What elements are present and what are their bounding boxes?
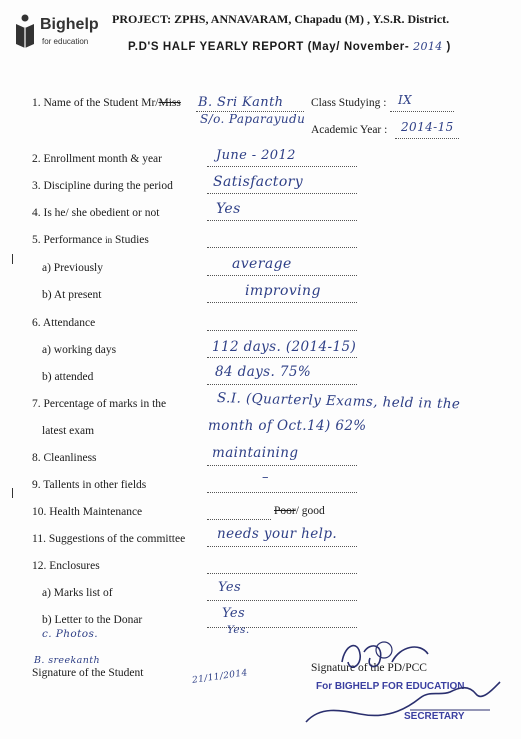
previously-value: average xyxy=(232,256,292,272)
academic-year-value: 2014-15 xyxy=(401,120,454,134)
working-days-value: 112 days. (2014-15) xyxy=(212,339,357,355)
cleanliness-value: maintaining xyxy=(212,445,299,461)
suggestions-value: needs your help. xyxy=(217,526,338,542)
performance-line xyxy=(207,247,357,248)
margin-mark xyxy=(12,254,13,264)
marks-label-line1: 7. Percentage of marks in the xyxy=(32,398,167,410)
photos-note: c. Photos. xyxy=(42,628,98,640)
stamp-title: SECRETARY xyxy=(404,711,465,722)
discipline-line xyxy=(207,193,357,194)
cleanliness-label: 8. Cleanliness xyxy=(32,452,97,464)
suggestions-label: 11. Suggestions of the committee xyxy=(32,533,186,545)
present-line xyxy=(207,302,357,303)
attended-label: b) attended xyxy=(42,371,94,383)
student-signature-label: Signature of the Student xyxy=(32,667,144,679)
letter-donar-value: Yes xyxy=(222,606,246,621)
student-name-label xyxy=(32,97,181,109)
signature-date: 21/11/2014 xyxy=(191,668,249,686)
health-line xyxy=(207,519,271,520)
cleanliness-line xyxy=(207,465,357,466)
performance-label-b: Studies xyxy=(115,234,149,246)
report-year: 2014 xyxy=(413,40,443,53)
bighelp-logo-icon xyxy=(14,14,36,48)
suggestions-line xyxy=(207,546,357,547)
logo-tagline: for education xyxy=(42,37,89,46)
health-label: 10. Health Maintenance xyxy=(32,506,143,518)
enrollment-line xyxy=(207,166,357,167)
year-line xyxy=(395,138,459,139)
present-label: b) At present xyxy=(42,289,102,301)
student-signature: B. sreekanth xyxy=(34,655,100,666)
enrollment-value: June - 2012 xyxy=(216,148,296,163)
margin-mark xyxy=(12,488,13,498)
performance-label xyxy=(32,234,149,246)
pd-signature-scribble-icon xyxy=(330,632,440,682)
talents-line xyxy=(207,492,357,493)
logo-name: Bighelp xyxy=(40,16,99,33)
talents-value: – xyxy=(262,470,269,485)
letter-donar-label: b) Letter to the Donar xyxy=(42,614,143,626)
enclosures-label: 12. Enclosures xyxy=(32,560,100,572)
obedient-label: 4. Is he/ she obedient or not xyxy=(32,207,160,219)
report-title-suffix: ) xyxy=(446,41,451,53)
attendance-line xyxy=(207,330,357,331)
health-good: / good xyxy=(295,505,325,517)
discipline-value: Satisfactory xyxy=(213,174,304,190)
report-title xyxy=(128,40,451,53)
obedient-value: Yes xyxy=(216,201,241,217)
stamp-organization: For BIGHELP FOR EDUCATION xyxy=(316,681,465,692)
student-father-value: S/o. Paparayudu xyxy=(200,112,306,126)
attended-value: 84 days. 75% xyxy=(215,364,312,380)
academic-year-label: Academic Year : xyxy=(311,124,388,136)
discipline-label: 3. Discipline during the period xyxy=(32,180,173,192)
attended-line xyxy=(207,384,357,385)
class-line xyxy=(390,111,454,112)
report-title-prefix: P.D'S HALF YEARLY REPORT (May/ November- xyxy=(128,41,410,53)
name-label-text: 1. Name of the Student Mr/ xyxy=(32,97,159,109)
student-name-value: B. Sri Kanth xyxy=(198,95,284,110)
enrollment-label: 2. Enrollment month & year xyxy=(32,153,162,165)
class-value: IX xyxy=(398,93,413,107)
marks-label-line2: latest exam xyxy=(42,425,95,437)
letter-donar-value-2: Yes. xyxy=(227,624,250,636)
attendance-label: 6. Attendance xyxy=(32,317,96,329)
marks-value-line2: month of Oct.14) 62% xyxy=(208,418,367,434)
working-days-label: a) working days xyxy=(42,344,117,356)
performance-label-in: in xyxy=(105,235,113,245)
project-title: PROJECT: ZPHS, ANNAVARAM, Chapadu (M) , Y.S.R. District. xyxy=(112,12,450,26)
previously-label: a) Previously xyxy=(42,262,104,274)
class-label: Class Studying : xyxy=(311,97,387,109)
marks-list-label: a) Marks list of xyxy=(42,587,113,599)
enclosures-line xyxy=(207,573,357,574)
talents-label: 9. Tallents in other fields xyxy=(32,479,147,491)
obedient-line xyxy=(207,220,357,221)
working-days-line xyxy=(207,357,357,358)
secretary-signature-scribble-icon xyxy=(300,676,510,728)
name-miss-struck: Miss xyxy=(158,97,181,109)
health-options xyxy=(274,505,325,517)
marks-list-value: Yes xyxy=(218,580,242,595)
health-poor-struck: Poor xyxy=(274,505,296,517)
present-value: improving xyxy=(245,283,321,299)
pd-signature-label: Signature of the PD/PCC xyxy=(311,662,427,674)
performance-label-a: 5. Performance xyxy=(32,234,103,246)
marks-list-line xyxy=(207,600,357,601)
marks-value-line1: S.I. (Quarterly Exams, held in the xyxy=(216,390,461,413)
previously-line xyxy=(207,275,357,276)
